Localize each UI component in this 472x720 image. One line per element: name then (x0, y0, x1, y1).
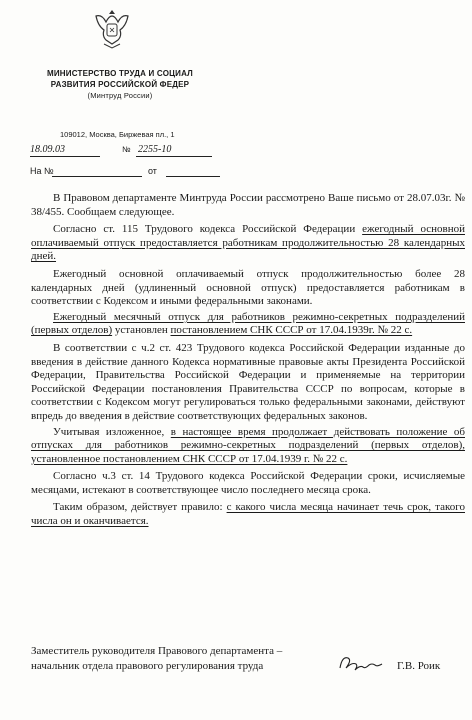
paragraph-rule (31, 501, 465, 528)
paragraph-monthly-leave-mid: установлен (112, 324, 171, 337)
ministry-name-line1: МИНИСТЕРСТВО ТРУДА И СОЦИАЛ (46, 69, 193, 78)
ministry-address: 109012, Москва, Биржевая пл., 1 (60, 130, 175, 139)
paragraph-monthly-leave-underlined-a: Ежегодный месячный отпуск для работников режимно-секретных подразделений (первых отделов) (31, 310, 465, 337)
paragraph-article-115-lead: Согласно ст. 115 Трудового кодекса Российской Федерации (53, 223, 363, 236)
paragraph-extended-leave: Ежегодный основной оплачиваемый отпуск продолжительностью более 28 календарных дней (удлиненный основной отпуск) предоставляется работникам в соответствии с Кодексом и иными федеральными законами. (31, 267, 465, 308)
paragraph-rule-lead: Таким образом, действует правило: (53, 501, 227, 514)
coat-of-arms-emblem (92, 6, 132, 50)
incoming-from-label: от (148, 166, 157, 176)
ministry-short-name: (Минтруд России) (87, 91, 153, 100)
number-label: № (122, 145, 131, 154)
signatory-title-line1: Заместитель руководителя Правового департамента – (31, 645, 283, 657)
handwritten-signature (336, 652, 384, 674)
paragraph-monthly-leave (31, 311, 465, 338)
ministry-name-line2: РАЗВИТИЯ РОССИЙСКОЙ ФЕДЕР (50, 80, 190, 89)
incoming-reference (30, 166, 220, 180)
paragraph-conclusion-underlined: в настоящее время продолжает действовать положение об отпусках для работников режимно-секретных подразделений (первых отделов), установленное постановлением СНК СССР от 17.04.1939 г. № 22 с. (31, 425, 465, 465)
paragraph-intro: В Правовом департаменте Минтруда России рассмотрено Ваше письмо от 28.07.03г. № 38/455. Сообщаем следующее. (31, 192, 465, 218)
date-underline (30, 156, 100, 157)
ministry-header (30, 68, 210, 101)
signatory-name: Г.В. Роик (397, 660, 441, 672)
paragraph-article-14: Согласно ч.3 ст. 14 Трудового кодекса Российской Федерации сроки, исчисляемые месяцами, истекают в соответствующее число последнего месяца срока. (31, 470, 465, 496)
incoming-number-line (52, 176, 142, 177)
paragraph-article-115-underlined: ежегодный основной оплачиваемый отпуск предоставляется работникам продолжительностью 28 календарных дней. (31, 223, 465, 263)
letter-number: 2255-10 (138, 144, 172, 155)
paragraph-article-423: В соответствии с ч.2 ст. 423 Трудового кодекса Российской Федерации изданные до введения в действие данного Кодекса нормативные правовые акты Президента Российской Федерации, Правительства Российской Федерации и применяемые на территории Российской Федерации постановления Правительства СССР по вопросам, которые в соответствии с Кодексом могут регулироваться только федеральными законами, действуют впредь до введения в действие соответствующих федеральных законов. (31, 341, 465, 422)
signatory-title-line2: начальник отдела правового регулирования труда (31, 660, 264, 672)
paragraph-monthly-leave-underlined-b: постановлением СНК СССР от 17.04.1939г. № 22 с. (170, 324, 413, 337)
paragraph-rule-underlined: с какого числа месяца начинает течь срок, такого числа он и оканчивается. (31, 501, 465, 528)
number-underline (136, 156, 212, 157)
letter-body (31, 192, 465, 533)
letter-date: 18.09.03 (30, 144, 65, 155)
outgoing-reference (30, 144, 210, 158)
paragraph-article-115 (31, 223, 465, 264)
incoming-date-line (166, 176, 220, 177)
paragraph-conclusion (31, 426, 465, 467)
paragraph-conclusion-lead: Учитывая изложенное, (53, 425, 171, 438)
incoming-number-label: На № (30, 166, 54, 176)
